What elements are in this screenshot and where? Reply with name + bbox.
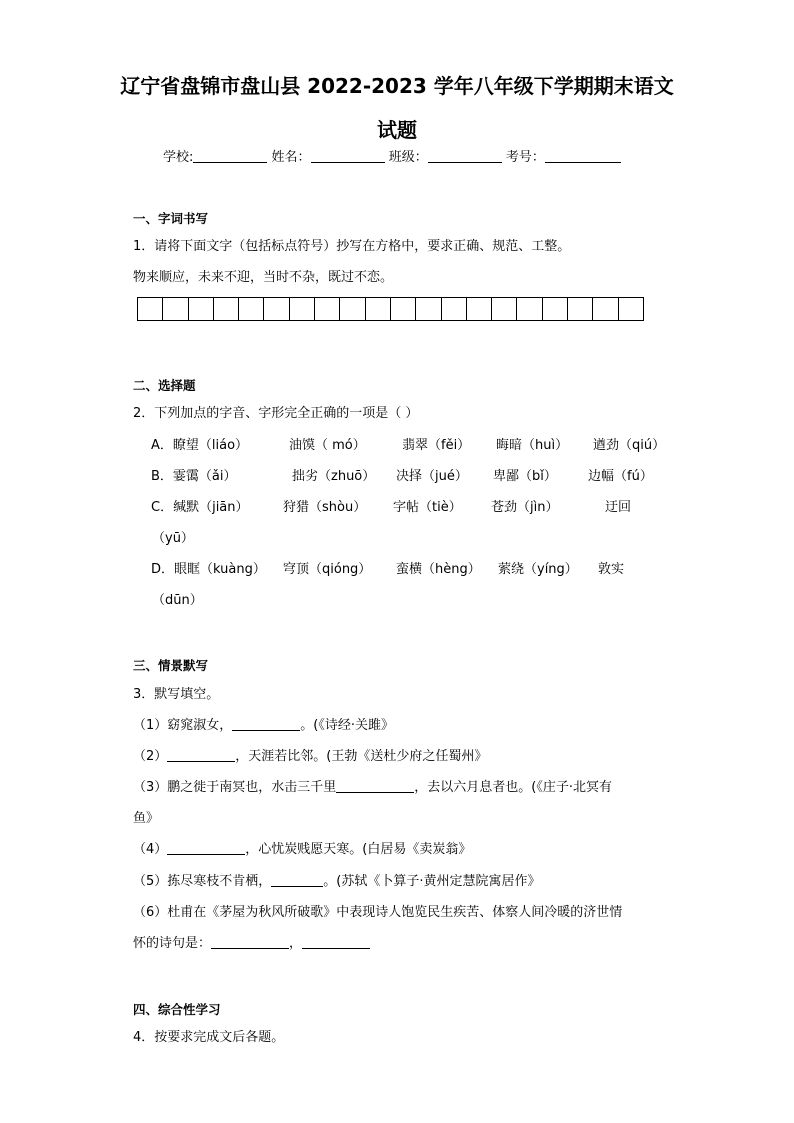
- section-heading-3: 三、情景默写: [133, 658, 209, 673]
- copy-text: 物来顺应，未来不迎，当时不杂，既过不恋。: [133, 270, 394, 285]
- fill-1-text-b: 。(《诗经·关雎》: [300, 718, 394, 733]
- option-a-4: 晦暗（huì）: [496, 438, 569, 453]
- number-blank[interactable]: [545, 149, 621, 163]
- class-label: 班级：: [388, 150, 428, 165]
- grid-cell[interactable]: [340, 297, 365, 321]
- fill-6-blank-2[interactable]: [302, 935, 370, 949]
- fill-3-text-a: （3）鹏之徙于南冥也，水击三千里: [133, 780, 337, 795]
- section-heading-1: 一、字词书写: [133, 211, 209, 226]
- fill-line-1: [133, 714, 394, 733]
- fill-line-6-cont: [133, 932, 370, 951]
- option-d-4: 萦绕（yíng）: [498, 562, 578, 577]
- grid-cell[interactable]: [264, 297, 289, 321]
- section-heading-2: 二、选择题: [133, 378, 196, 393]
- grid-cell[interactable]: [163, 297, 188, 321]
- option-b-2: 拙劣（zhuō）: [292, 469, 376, 484]
- grid-cell[interactable]: [239, 297, 264, 321]
- grid-cell[interactable]: [416, 297, 441, 321]
- grid-cell[interactable]: [138, 297, 163, 321]
- option-b-1: B．霎霭（ǎi）: [151, 469, 237, 484]
- fill-5-blank[interactable]: [271, 873, 323, 887]
- grid-cell[interactable]: [366, 297, 391, 321]
- question-4: 4．按要求完成文后各题。: [133, 1030, 285, 1045]
- school-blank[interactable]: [193, 149, 267, 163]
- grid-cell[interactable]: [619, 297, 644, 321]
- fill-1-text-a: （1）窈窕淑女，: [133, 718, 233, 733]
- fill-1-blank[interactable]: [232, 717, 300, 731]
- fill-4-blank[interactable]: [167, 841, 245, 855]
- fill-2-blank[interactable]: [167, 748, 235, 762]
- fill-3-blank[interactable]: [336, 779, 414, 793]
- option-d-3: 蛮横（hèng）: [396, 562, 481, 577]
- grid-cell[interactable]: [290, 297, 315, 321]
- fill-6-blank-1[interactable]: [211, 935, 289, 949]
- grid-cell[interactable]: [517, 297, 542, 321]
- fill-6-comma: ，: [289, 936, 303, 951]
- question-3: 3．默写填空。: [133, 687, 220, 702]
- option-d-5: 敦实: [598, 562, 625, 577]
- fill-6-text-a: 怀的诗句是：: [133, 936, 212, 951]
- grid-cell[interactable]: [543, 297, 568, 321]
- name-label: 姓名：: [271, 150, 311, 165]
- fill-line-5: [133, 870, 541, 889]
- grid-cell[interactable]: [442, 297, 467, 321]
- name-blank[interactable]: [311, 149, 385, 163]
- fill-2-text-a: （2）: [133, 749, 168, 764]
- option-b-5: 边幅（fú）: [588, 469, 653, 484]
- grid-cell[interactable]: [467, 297, 492, 321]
- grid-cell[interactable]: [315, 297, 340, 321]
- grid-cell[interactable]: [593, 297, 618, 321]
- option-c-2: 狩猎（shòu）: [283, 500, 367, 515]
- option-c-1: C．缄默（jiān）: [151, 500, 249, 515]
- fill-line-3: [133, 776, 612, 795]
- option-a-1: A．瞭望（liáo）: [151, 438, 249, 453]
- section-heading-4: 四、综合性学习: [133, 1002, 221, 1017]
- fill-5-text-a: （5）拣尽寒枝不肯栖，: [133, 874, 272, 889]
- class-blank[interactable]: [428, 149, 502, 163]
- fill-line-4: [133, 838, 471, 857]
- question-2: 2．下列加点的字音、字形完全正确的一项是（ ）: [133, 406, 419, 421]
- fill-line-3-cont: 鱼》: [133, 811, 160, 826]
- grid-cell[interactable]: [492, 297, 517, 321]
- fill-line-2: [133, 745, 487, 764]
- student-info-line: [163, 146, 621, 165]
- option-a-3: 翡翠（fěi）: [402, 438, 471, 453]
- grid-cell[interactable]: [189, 297, 214, 321]
- fill-2-text-b: ，天涯若比邻。(王勃《送杜少府之任蜀州》: [235, 749, 488, 764]
- page-title-line2: 试题: [377, 118, 417, 142]
- option-d-2: 穹顶（qióng）: [283, 562, 372, 577]
- option-c-3: 字帖（tiè）: [393, 500, 462, 515]
- fill-3-text-b: ，去以六月息者也。(《庄子·北冥有: [414, 780, 612, 795]
- grid-cell[interactable]: [214, 297, 239, 321]
- option-d-1: D．眼眶（kuàng）: [151, 562, 266, 577]
- option-b-4: 卑鄙（bǐ）: [493, 469, 557, 484]
- fill-4-text-b: ，心忧炭贱愿天寒。(白居易《卖炭翁》: [245, 842, 472, 857]
- fill-line-6: （6）杜甫在《茅屋为秋风所破歌》中表现诗人饱览民生疾苦、体察人间冷暖的济世情: [133, 905, 623, 920]
- option-d-5-pinyin: （dūn）: [152, 593, 203, 608]
- number-label: 考号：: [505, 150, 545, 165]
- question-1: 1．请将下面文字（包括标点符号）抄写在方格中，要求正确、规范、工整。: [133, 239, 571, 254]
- option-c-4: 苍劲（jìn）: [491, 500, 559, 515]
- fill-4-text-a: （4）: [133, 842, 168, 857]
- page-title-line1: 辽宁省盘锦市盘山县 2022-2023 学年八年级下学期期末语文: [120, 74, 674, 98]
- option-a-2: 油馍（ mó）: [289, 438, 366, 453]
- option-b-3: 决择（jué）: [396, 469, 468, 484]
- option-c-5-pinyin: （yū）: [152, 531, 194, 546]
- school-label: 学校:: [163, 150, 194, 165]
- option-a-5: 遒劲（qiú）: [593, 438, 666, 453]
- option-c-5: 迂回: [605, 500, 632, 515]
- grid-cell[interactable]: [568, 297, 593, 321]
- grid-cell[interactable]: [391, 297, 416, 321]
- fill-5-text-b: 。(苏轼《卜算子·黄州定慧院寓居作》: [323, 874, 541, 889]
- writing-grid[interactable]: [137, 297, 644, 321]
